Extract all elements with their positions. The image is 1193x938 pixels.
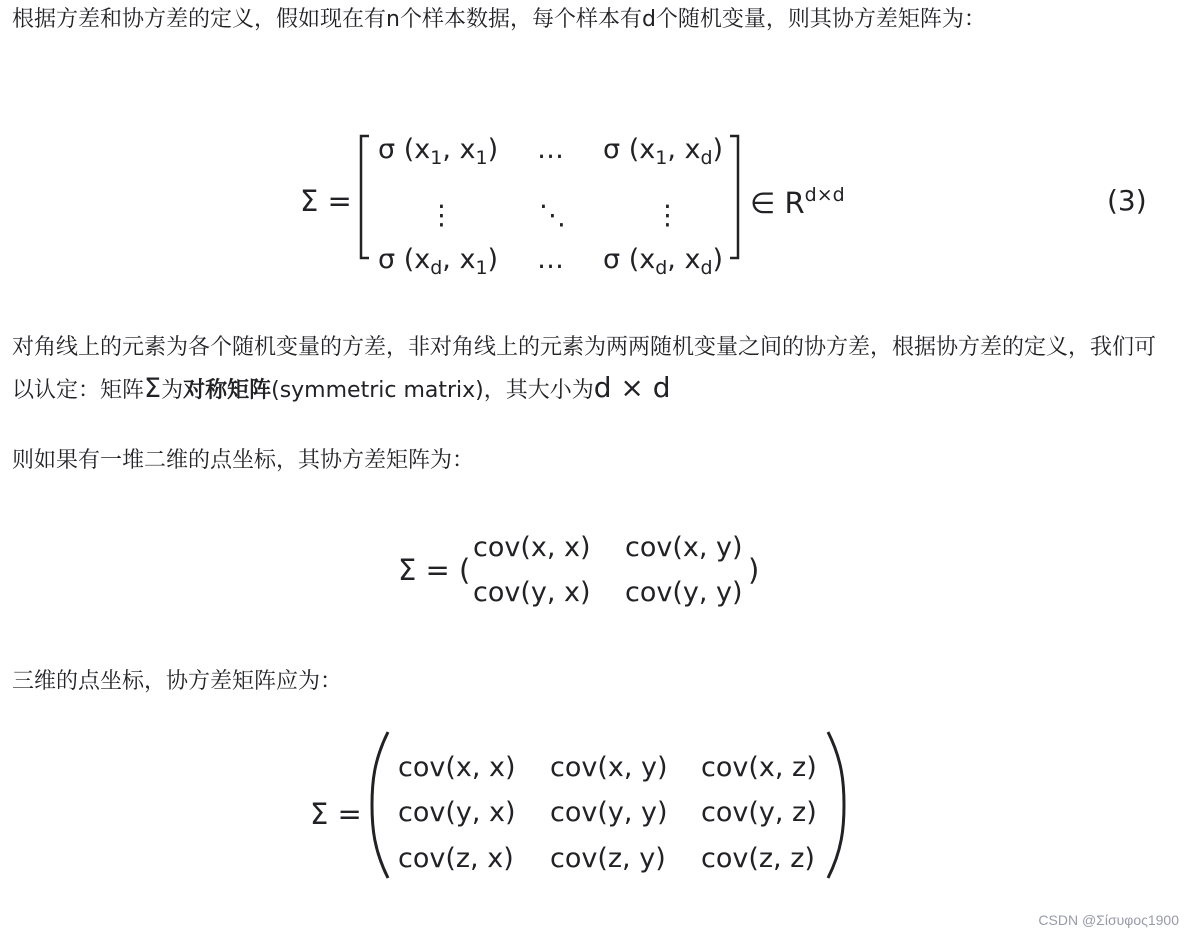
eq1-cell-1-2: … — [537, 134, 564, 165]
eq1-cell-2-3: ⋮ — [654, 200, 681, 231]
eq1-cell-3-3: σ ($x_d$, $x_d$) — [603, 244, 724, 279]
eq1-cell-1-3: σ ($x_1$, $x_d$) — [603, 134, 724, 169]
eq1-cell-3-2: … — [537, 244, 564, 275]
matrix-size: d × d — [593, 371, 671, 404]
eq3-cell-1-3: cov(x, z) — [701, 752, 817, 783]
eq1-cell-1-1: σ ($x_1$, $x_1$) — [378, 134, 499, 169]
eq3-cell-2-1: cov(y, x) — [398, 797, 516, 828]
two-d-paragraph: 则如果有一堆二维的点坐标，其协方差矩阵为： — [12, 448, 475, 473]
eq1-left-bracket — [357, 134, 371, 260]
eq3-cell-2-2: cov(y, y) — [550, 797, 668, 828]
eq3-lhs: Σ = — [310, 797, 362, 831]
intro-text: 根据方差和协方差的定义，假如现在有n个样本数据，每个样本有d个随机变量，则其协方差矩阵为： — [12, 7, 986, 32]
csdn-watermark: CSDN @Σίσυφος1900 — [1038, 912, 1179, 928]
eq2-cell-1-2: cov(x, y) — [625, 532, 743, 563]
eq1-number: (3) — [1107, 184, 1147, 217]
intro-paragraph — [12, 0, 1162, 40]
eq1-real-space: ∈ $R^{d\times d}$ — [750, 184, 845, 220]
eq1-cell-2-1: ⋮ — [428, 200, 455, 231]
eq3-cell-3-3: cov(z, z) — [701, 843, 815, 874]
eq3-cell-3-2: cov(z, y) — [550, 843, 666, 874]
eq2-rhs: ) — [748, 553, 760, 587]
eq1-lhs: Σ = — [300, 184, 352, 218]
eq3-cell-3-1: cov(z, x) — [398, 843, 514, 874]
eq1-cell-2-2: ⋱ — [539, 200, 566, 231]
eq3-cell-2-3: cov(y, z) — [701, 797, 817, 828]
eq1-right-bracket — [728, 134, 742, 260]
three-d-paragraph: 三维的点坐标，协方差矩阵应为： — [12, 669, 343, 694]
diagonal-paragraph: 对角线上的元素为各个随机变量的方差，非对角线上的元素为两两随机变量之间的协方差，根据协方差的定义，我们可以认定：矩阵Σ为对称矩阵(symmetric matrix)，其大小为d × d — [12, 335, 1157, 404]
symmetric-matrix-bold: 对称矩阵 — [183, 378, 272, 403]
eq3-left-paren — [368, 730, 392, 880]
eq3-right-paren — [824, 730, 848, 880]
eq2-cell-2-1: cov(y, x) — [473, 577, 591, 608]
eq2-cell-1-1: cov(x, x) — [473, 532, 591, 563]
eq2-lhs: Σ = ( — [398, 553, 471, 587]
eq3-cell-1-2: cov(x, y) — [550, 752, 668, 783]
eq1-cell-3-1: σ ($x_d$, $x_1$) — [378, 244, 499, 279]
eq2-cell-2-2: cov(y, y) — [625, 577, 743, 608]
sigma-symbol: Σ — [144, 373, 162, 404]
eq3-cell-1-1: cov(x, x) — [398, 752, 516, 783]
